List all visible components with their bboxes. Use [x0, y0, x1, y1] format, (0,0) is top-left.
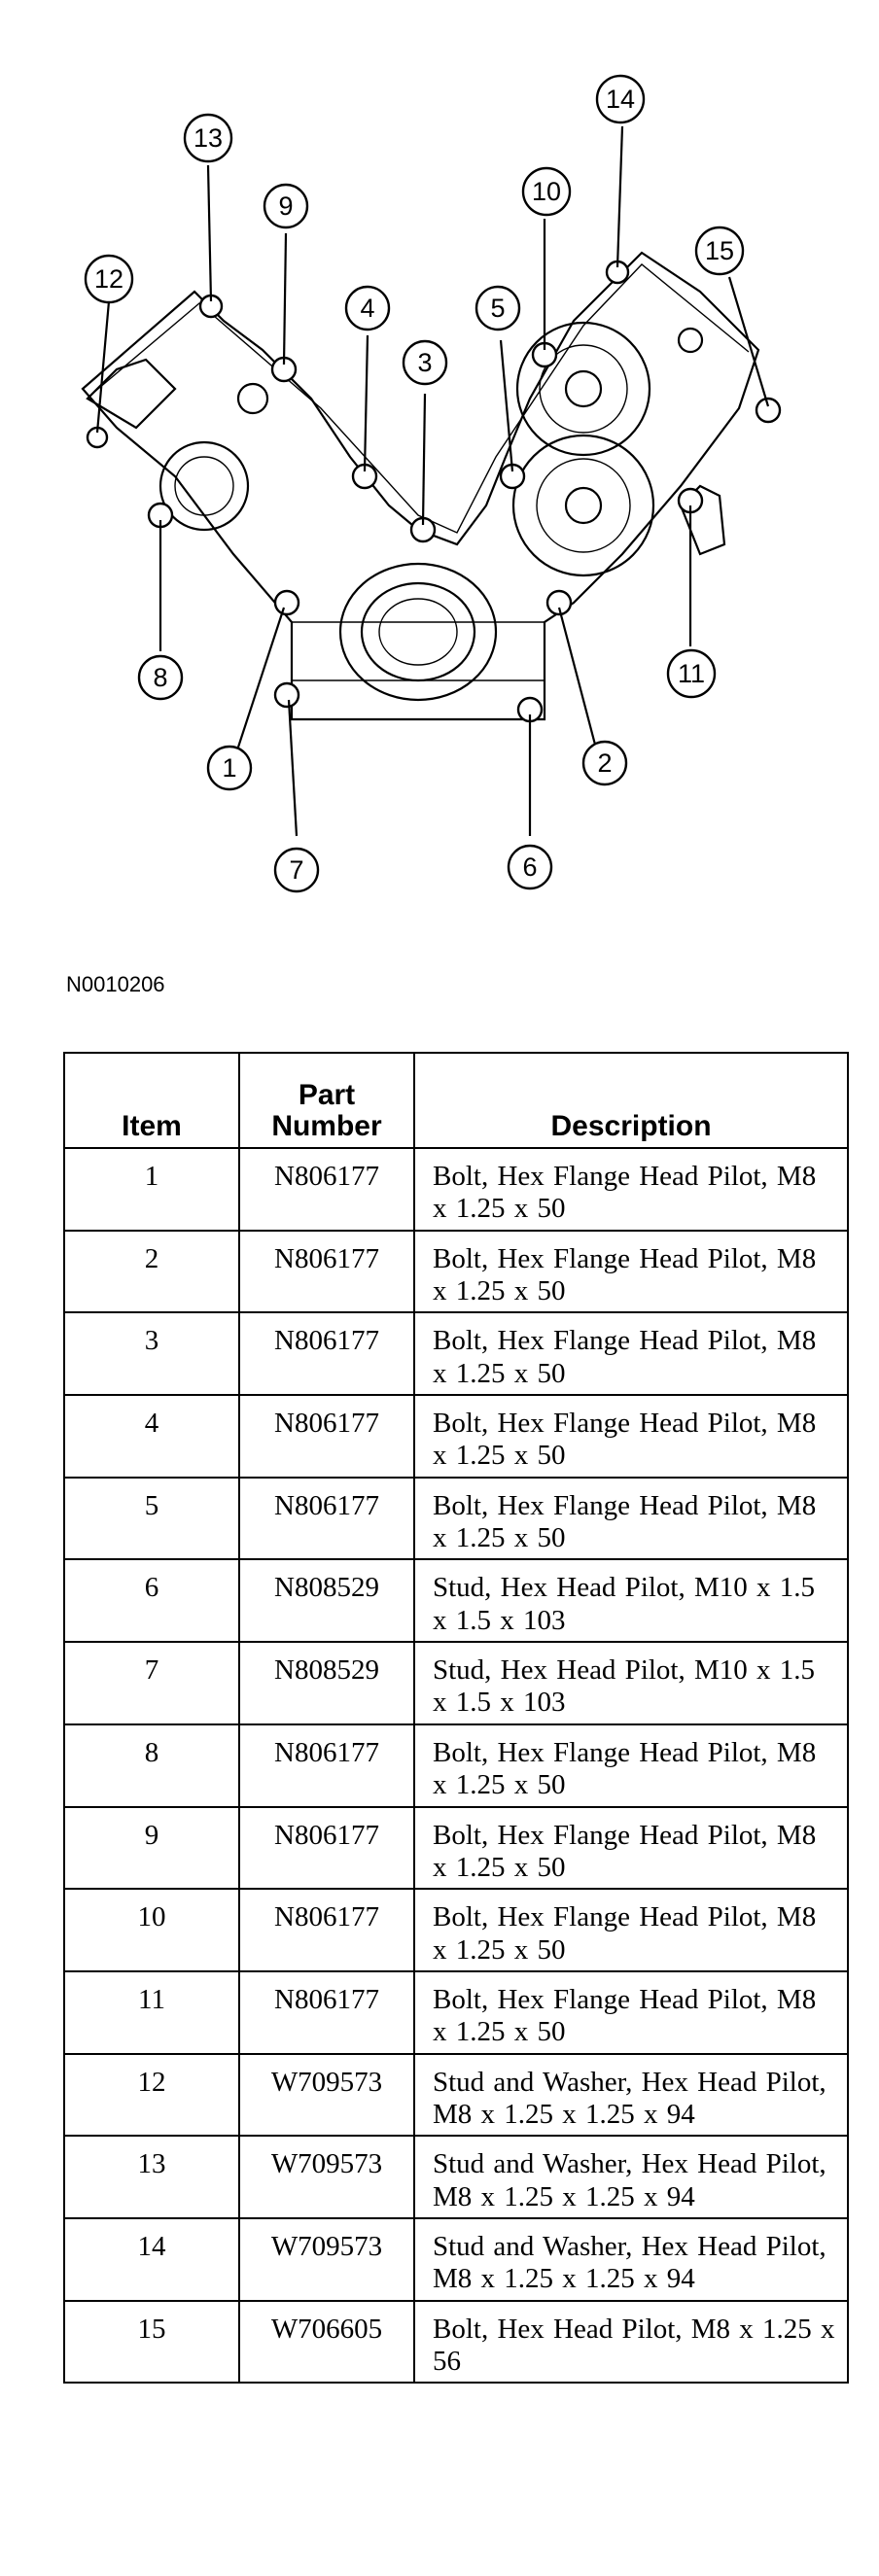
table-row: [64, 1478, 848, 1560]
item-cell: 15: [64, 2301, 239, 2384]
callout-9: [264, 185, 307, 227]
callout-15-label: 15: [704, 236, 735, 265]
item-cell: 8: [64, 1724, 239, 1807]
table-row: [64, 1148, 848, 1231]
callout-2: [583, 742, 626, 784]
part-number-cell: W709573: [239, 2218, 414, 2301]
item-cell: 13: [64, 2136, 239, 2218]
callout-3: [404, 341, 446, 384]
callout-5: [476, 287, 519, 330]
header-part-number: [239, 1053, 414, 1148]
part-number-cell: N806177: [239, 1312, 414, 1395]
description-cell: Stud and Washer, Hex Head Pilot, M8 x 1.25 x 1.25 x 94: [414, 2054, 848, 2137]
callout-14-label: 14: [605, 85, 636, 114]
table-row: [64, 1642, 848, 1724]
description-cell: Stud and Washer, Hex Head Pilot, M8 x 1.25 x 1.25 x 94: [414, 2218, 848, 2301]
callout-1: [208, 747, 251, 789]
callout-10-label: 10: [531, 177, 562, 206]
callout-11-label: 11: [677, 659, 706, 688]
item-cell: 10: [64, 1889, 239, 1971]
item-cell: 14: [64, 2218, 239, 2301]
part-number-cell: W706605: [239, 2301, 414, 2384]
part-number-cell: W709573: [239, 2136, 414, 2218]
part-number-cell: N808529: [239, 1642, 414, 1724]
part-number-cell: N806177: [239, 1724, 414, 1807]
callout-6: [509, 846, 551, 888]
callout-12-label: 12: [93, 264, 124, 294]
table-row: [64, 1312, 848, 1395]
table-row: [64, 2054, 848, 2137]
item-cell: 4: [64, 1395, 239, 1478]
item-cell: 1: [64, 1148, 239, 1231]
description-cell: Stud, Hex Head Pilot, M10 x 1.5 x 1.5 x 103: [414, 1642, 848, 1724]
description-cell: Bolt, Hex Flange Head Pilot, M8 x 1.25 x 50: [414, 1807, 848, 1890]
leader-lines: [97, 126, 768, 836]
left-cam-housing: [88, 360, 267, 530]
callout-10: [523, 168, 570, 215]
part-number-cell: N806177: [239, 1395, 414, 1478]
description-cell: Bolt, Hex Flange Head Pilot, M8 x 1.25 x 50: [414, 1971, 848, 2054]
item-cell: 6: [64, 1559, 239, 1642]
part-number-cell: N806177: [239, 1807, 414, 1890]
item-cell: 11: [64, 1971, 239, 2054]
description-cell: Bolt, Hex Flange Head Pilot, M8 x 1.25 x 50: [414, 1231, 848, 1313]
part-number-cell: W709573: [239, 2054, 414, 2137]
table-row: [64, 1724, 848, 1807]
description-cell: Bolt, Hex Flange Head Pilot, M8 x 1.25 x 50: [414, 1148, 848, 1231]
front-cover-outline: [83, 253, 758, 719]
item-cell: 2: [64, 1231, 239, 1313]
crankshaft-seal: [340, 564, 496, 700]
callout-9-label: 9: [278, 191, 294, 221]
description-cell: Bolt, Hex Flange Head Pilot, M8 x 1.25 x 50: [414, 1312, 848, 1395]
callout-8-label: 8: [153, 663, 168, 692]
part-number-cell: N806177: [239, 1971, 414, 2054]
part-number-cell: N806177: [239, 1231, 414, 1313]
callout-1-label: 1: [222, 753, 237, 783]
callout-11: [668, 650, 715, 697]
item-cell: 7: [64, 1642, 239, 1724]
table-row: [64, 1559, 848, 1642]
table-row: [64, 1231, 848, 1313]
part-number-cell: N806177: [239, 1148, 414, 1231]
callout-12: [86, 256, 132, 302]
callout-13-label: 13: [193, 123, 224, 153]
part-number-cell: N806177: [239, 1478, 414, 1560]
item-cell: 3: [64, 1312, 239, 1395]
parts-table: [63, 1052, 849, 2384]
description-cell: Stud, Hex Head Pilot, M10 x 1.5 x 1.5 x 103: [414, 1559, 848, 1642]
callout-7: [275, 849, 318, 891]
callout-13: [185, 115, 231, 161]
header-description: Description: [414, 1053, 848, 1148]
table-row: [64, 1395, 848, 1478]
timing-cover-diagram: [0, 0, 879, 933]
callout-8: [139, 656, 182, 699]
item-cell: 9: [64, 1807, 239, 1890]
description-cell: Bolt, Hex Flange Head Pilot, M8 x 1.25 x 50: [414, 1724, 848, 1807]
item-cell: 12: [64, 2054, 239, 2137]
table-row: [64, 2218, 848, 2301]
callout-15: [696, 227, 743, 274]
callout-5-label: 5: [490, 294, 506, 323]
table-row: [64, 2136, 848, 2218]
part-number-cell: N808529: [239, 1559, 414, 1642]
header-part-number-line2: Number: [271, 1109, 382, 1142]
callout-6-label: 6: [522, 853, 538, 882]
parts-table-body: [64, 1148, 848, 2383]
callout-4: [346, 287, 389, 330]
item-cell: 5: [64, 1478, 239, 1560]
callout-2-label: 2: [597, 748, 613, 778]
table-header-row: [64, 1053, 848, 1148]
figure-code: N0010206: [66, 972, 165, 996]
table-row: [64, 2301, 848, 2384]
description-cell: Bolt, Hex Flange Head Pilot, M8 x 1.25 x 50: [414, 1889, 848, 1971]
description-cell: Bolt, Hex Head Pilot, M8 x 1.25 x 56: [414, 2301, 848, 2384]
description-cell: Bolt, Hex Flange Head Pilot, M8 x 1.25 x 50: [414, 1395, 848, 1478]
part-number-cell: N806177: [239, 1889, 414, 1971]
description-cell: Stud and Washer, Hex Head Pilot, M8 x 1.25 x 1.25 x 94: [414, 2136, 848, 2218]
callout-14: [597, 76, 644, 122]
callout-4-label: 4: [360, 294, 375, 323]
header-part-number-line1: Part: [298, 1079, 356, 1111]
callout-7-label: 7: [289, 855, 304, 885]
table-row: [64, 1971, 848, 2054]
callout-3-label: 3: [417, 348, 433, 377]
header-item: Item: [64, 1053, 239, 1148]
table-row: [64, 1889, 848, 1971]
description-cell: Bolt, Hex Flange Head Pilot, M8 x 1.25 x 50: [414, 1478, 848, 1560]
table-row: [64, 1807, 848, 1890]
